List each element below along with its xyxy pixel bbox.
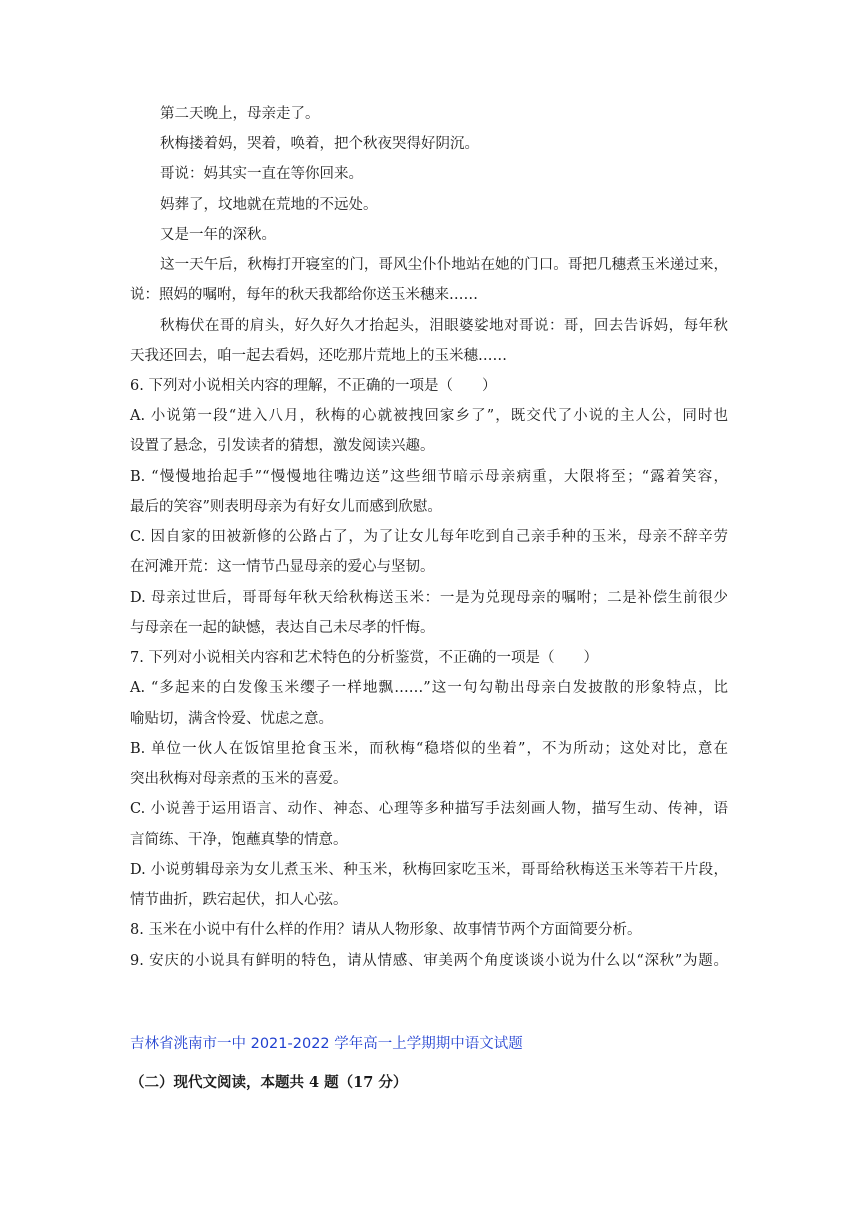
story-paragraph: 秋梅搂着妈，哭着，唤着，把个秋夜哭得好阴沉。 bbox=[160, 136, 479, 152]
question-7-option-c-cont: 言简练、干净，饱蘸真挚的情意。 bbox=[130, 832, 348, 848]
question-6-option-b: B. “慢慢地抬起手”“慢慢地往嘴边送”这些细节暗示母亲病重，大限将至；“露着笑容， bbox=[130, 469, 728, 485]
question-7-option-a-cont: 喻贴切，满含怜爱、忧虑之意。 bbox=[130, 711, 333, 727]
question-6-option-d-cont: 与母亲在一起的缺憾，表达自己未尽孝的忏悔。 bbox=[130, 620, 435, 636]
question-6-option-a: A. 小说第一段“进入八月，秋梅的心就被拽回家乡了”，既交代了小说的主人公，同时也 bbox=[130, 408, 728, 424]
story-paragraph: 哥说：妈其实一直在等你回来。 bbox=[160, 166, 363, 182]
story-paragraph: 第二天晚上，母亲走了。 bbox=[160, 106, 320, 122]
question-6-stem: 6. 下列对小说相关内容的理解，不正确的一项是（ ） bbox=[130, 378, 497, 394]
story-paragraph: 秋梅伏在哥的肩头，好久好久才抬起头，泪眼婆娑地对哥说：哥，回去告诉妈，每年秋 bbox=[160, 318, 728, 334]
source-link[interactable]: 吉林省洮南市一中 2021-2022 学年高一上学期期中语文试题 bbox=[130, 1036, 523, 1052]
question-6-option-a-cont: 设置了悬念，引发读者的猜想，激发阅读兴趣。 bbox=[130, 438, 435, 454]
story-paragraph: 妈葬了，坟地就在荒地的不远处。 bbox=[160, 197, 378, 213]
question-6-option-c-cont: 在河滩开荒：这一情节凸显母亲的爱心与坚韧。 bbox=[130, 559, 435, 575]
story-paragraph-cont: 说：照妈的嘱咐，每年的秋天我都给你送玉米穗来…… bbox=[130, 287, 478, 303]
question-6-option-c: C. 因自家的田被新修的公路占了，为了让女儿每年吃到自己亲手种的玉米，母亲不辞辛劳 bbox=[130, 529, 728, 545]
question-6-option-d: D. 母亲过世后，哥哥每年秋天给秋梅送玉米：一是为兑现母亲的嘱咐；二是补偿生前很少 bbox=[130, 590, 728, 606]
question-7-option-c: C. 小说善于运用语言、动作、神态、心理等多种描写手法刻画人物，描写生动、传神，语 bbox=[130, 801, 728, 817]
question-8: 8. 玉米在小说中有什么样的作用？请从人物形象、故事情节两个方面简要分析。 bbox=[130, 922, 642, 938]
question-6-option-b-cont: 最后的笑容”则表明母亲为有好女儿而感到欣慰。 bbox=[130, 499, 442, 515]
story-paragraph: 又是一年的深秋。 bbox=[160, 227, 276, 243]
question-7-option-b-cont: 突出秋梅对母亲煮的玉米的喜爱。 bbox=[130, 771, 348, 787]
question-7-option-b: B. 单位一伙人在饭馆里抢食玉米，而秋梅“稳塔似的坐着”，不为所动；这处对比，意在 bbox=[130, 741, 728, 757]
story-paragraph-cont: 天我还回去，咱一起去看妈，还吃那片荒地上的玉米穗…… bbox=[130, 348, 507, 364]
question-7-stem: 7. 下列对小说相关内容和艺术特色的分析鉴赏，不正确的一项是（ ） bbox=[130, 650, 598, 666]
question-7-option-d: D. 小说剪辑母亲为女儿煮玉米、种玉米，秋梅回家吃玉米，哥哥给秋梅送玉米等若干片段， bbox=[130, 862, 728, 878]
question-9: 9. 安庆的小说具有鲜明的特色，请从情感、审美两个角度谈谈小说为什么以“深秋”为题。 bbox=[130, 953, 728, 969]
question-7-option-d-cont: 情节曲折，跌宕起伏，扣人心弦。 bbox=[130, 892, 348, 908]
section-heading: （二）现代文阅读，本题共 4 题（17 分） bbox=[130, 1074, 408, 1091]
story-paragraph: 这一天午后，秋梅打开寝室的门，哥风尘仆仆地站在她的门口。哥把几穗煮玉米递过来， bbox=[160, 257, 728, 273]
question-7-option-a: A. “多起来的白发像玉米缨子一样地飘……”这一句勾勒出母亲白发披散的形象特点，比 bbox=[130, 680, 728, 696]
